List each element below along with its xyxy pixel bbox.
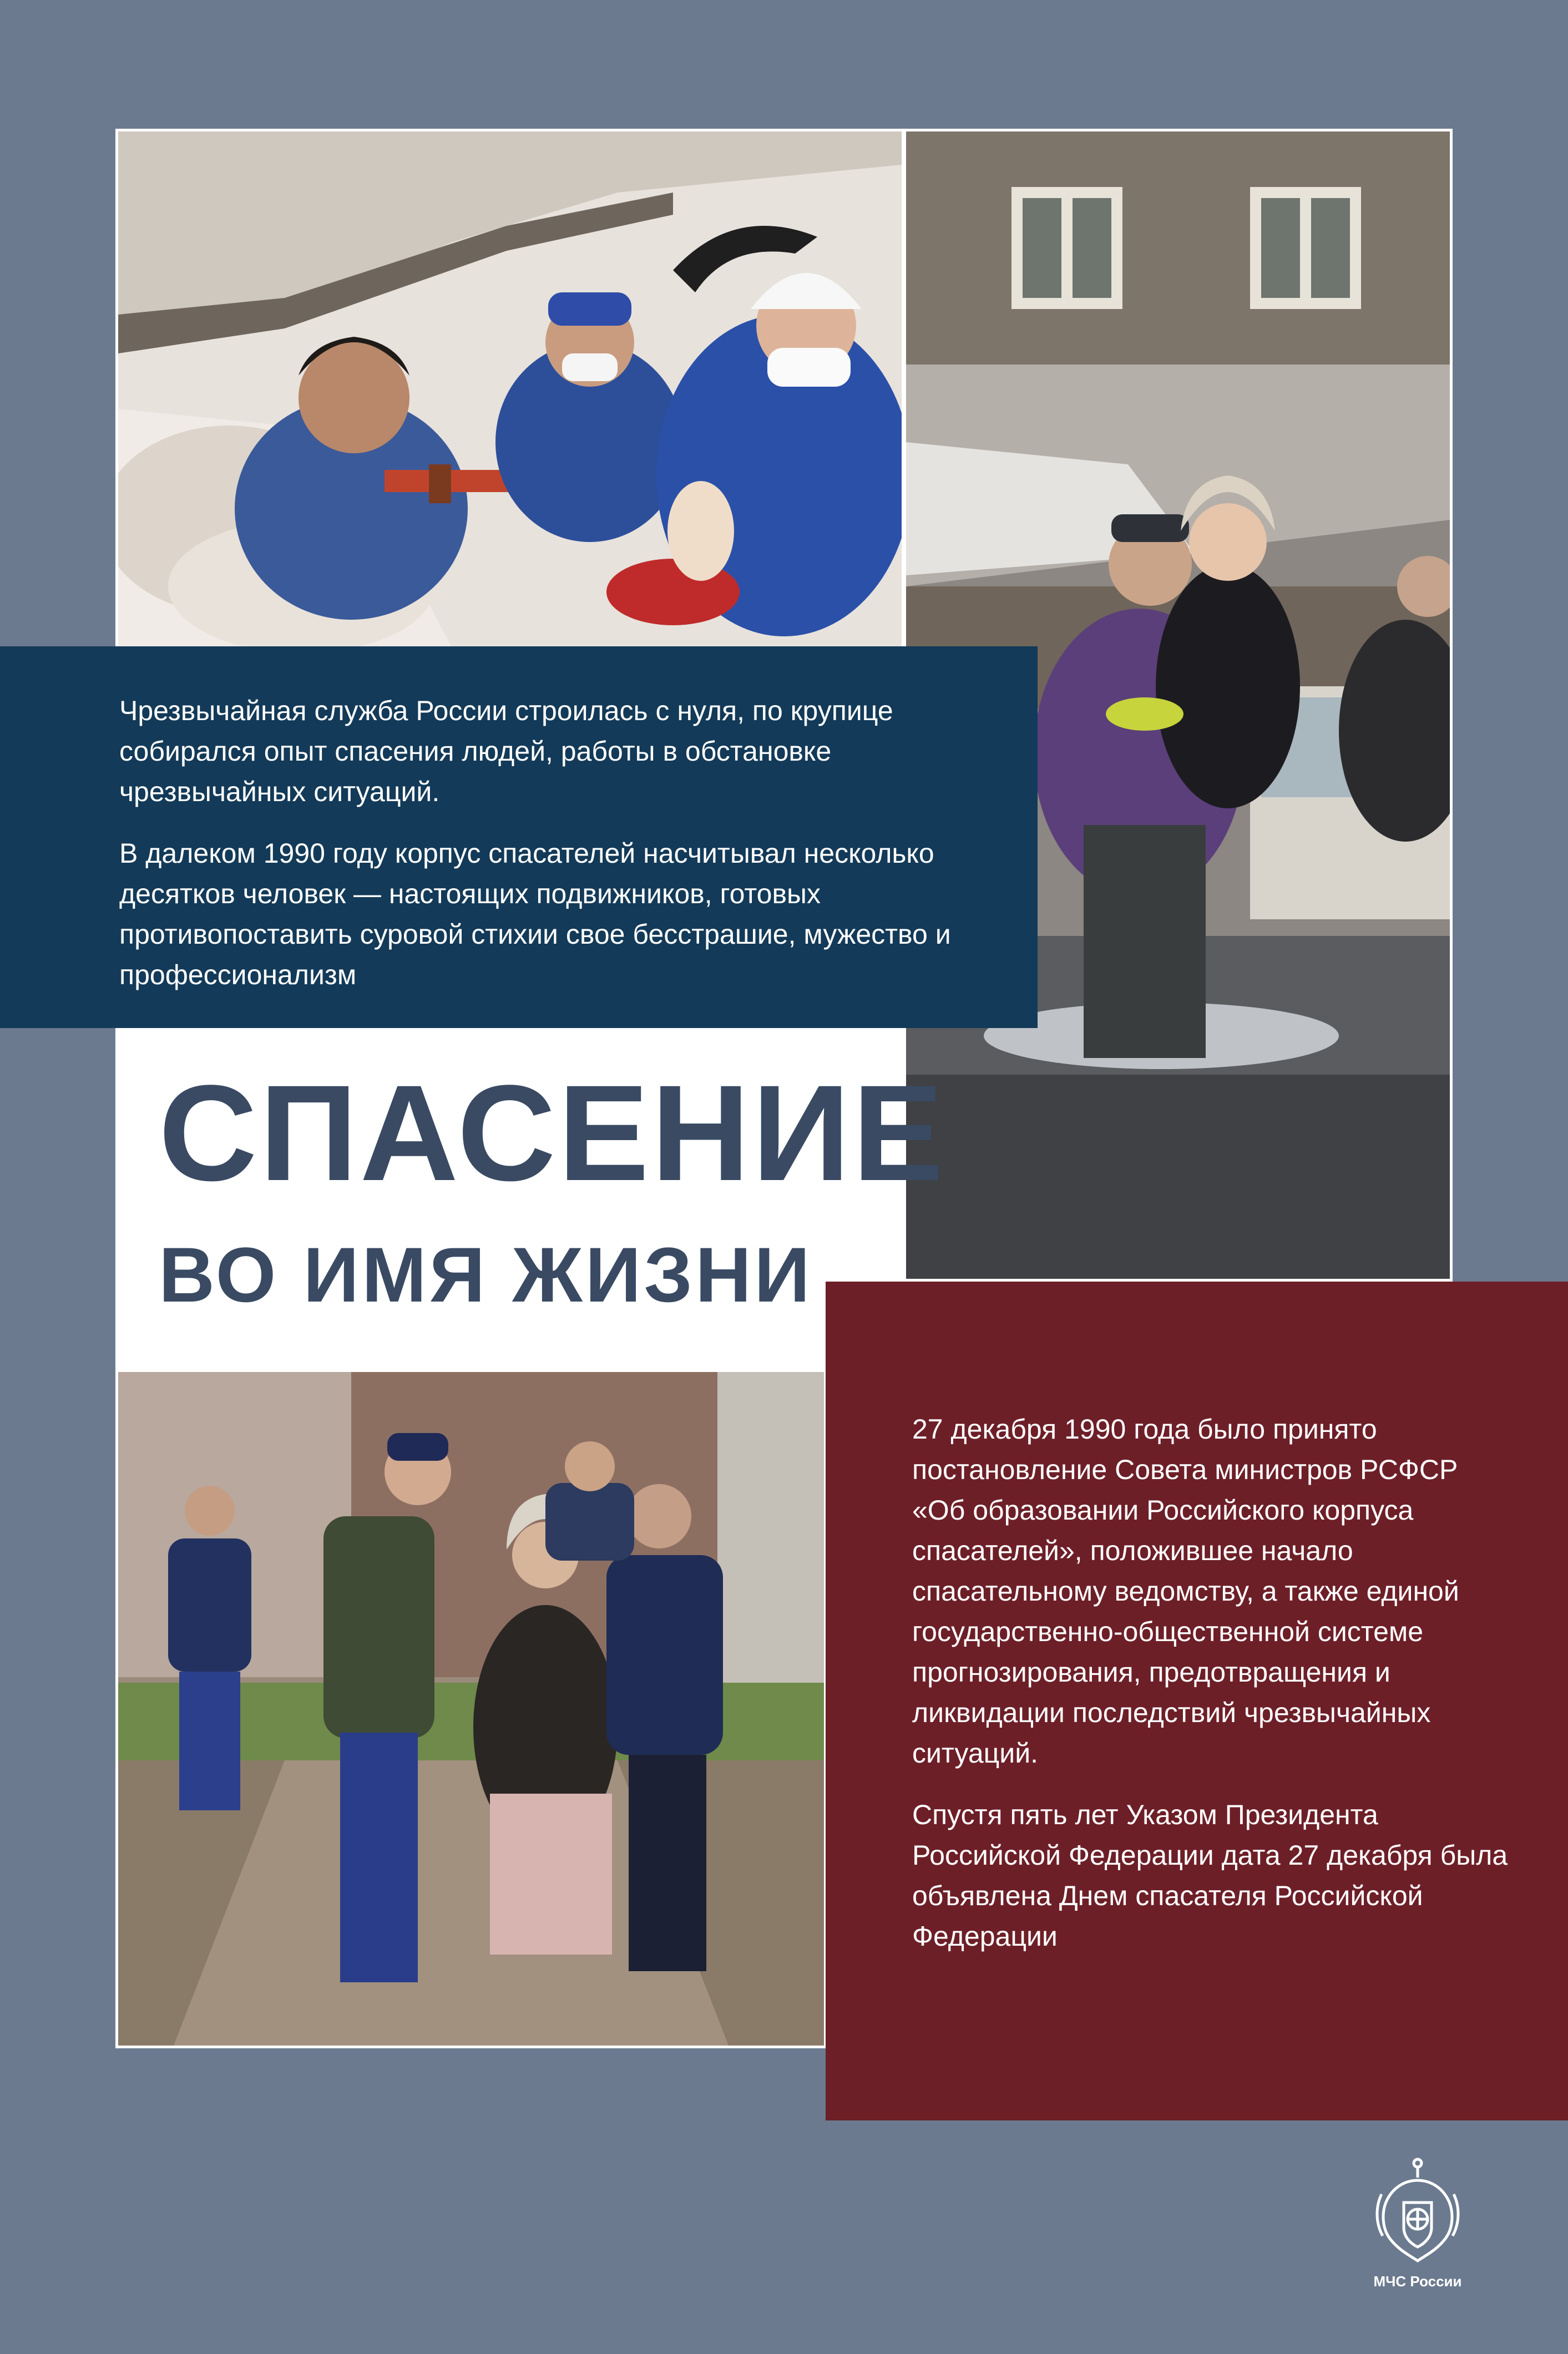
intro-text-box bbox=[0, 646, 1038, 1028]
intro-paragraph-2: В далеком 1990 году корпус спасателей насчитывал несколько десятков человек — настоящих подвижников, готовых противопоставить суровой стихии свое бесстрашие, мужество и профессионализм bbox=[119, 838, 951, 990]
history-paragraph-1: 27 декабря 1990 года было принято постановление Совета министров РСФСР «Об образовании Российского корпуса спасателей», положившее начало спасательному ведомству, а также единой государственно-общественной системе прогнозирования, предотвращения и ликвидации последствий чрезвычайных ситуаций. bbox=[912, 1414, 1459, 1769]
rubble-photo-illustration bbox=[118, 131, 902, 646]
poster-title: СПАСЕНИЕ bbox=[159, 1057, 946, 1209]
title-panel bbox=[115, 1026, 946, 1370]
intro-paragraph-1: Чрезвычайная служба России строилась с нуля, по крупице собирался опыт спасения людей, работы в обстановке чрезвычайных ситуаций. bbox=[119, 695, 893, 807]
photo-rescuers-under-rubble bbox=[115, 129, 904, 649]
mchs-emblem-label: МЧС России bbox=[1373, 2273, 1462, 2290]
escort-photo-illustration bbox=[118, 1372, 824, 2046]
mchs-emblem-icon bbox=[1370, 2155, 1465, 2266]
history-paragraph-2: Спустя пять лет Указом Президента Российской Федерации дата 27 декабря была объявлена Днем спасателя Российской Федерации bbox=[912, 1799, 1508, 1952]
history-text-box bbox=[826, 1282, 1568, 2120]
mchs-emblem bbox=[1362, 2155, 1473, 2300]
poster-subtitle: ВО ИМЯ ЖИЗНИ bbox=[159, 1231, 813, 1318]
photo-rescuers-escorting-elderly-woman bbox=[115, 1369, 827, 2048]
